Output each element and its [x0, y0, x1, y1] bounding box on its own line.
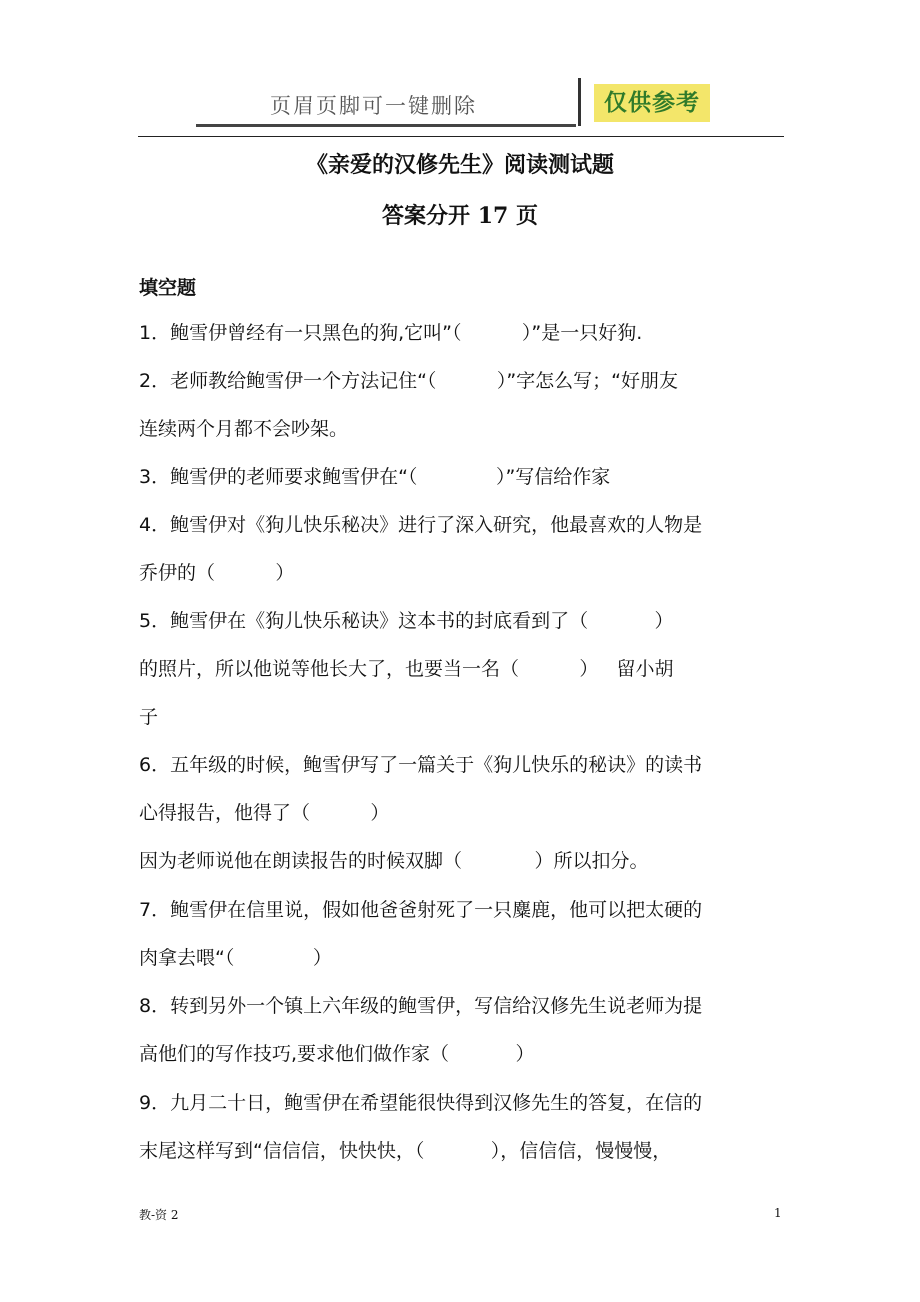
header-rule	[138, 136, 784, 137]
question-line: 5．鲍雪伊在《狗儿快乐秘诀》这本书的封底看到了（ ）	[139, 610, 674, 632]
header-banner	[196, 78, 720, 130]
header-underline	[196, 124, 576, 127]
header-divider	[578, 78, 581, 126]
footer-label: 教-资 2	[139, 1208, 179, 1222]
question-line: 肉拿去喂“（ ）	[139, 947, 332, 969]
question-line: 连续两个月都不会吵架。	[139, 418, 349, 440]
question-line: 末尾这样写到“信信信，快快快，（ ），信信信，慢慢慢，	[139, 1140, 672, 1162]
question-line: 1．鲍雪伊曾经有一只黑色的狗,它叫”（ ）”是一只好狗.	[139, 322, 643, 344]
section-heading: 填空题	[139, 277, 197, 299]
question-line: 的照片，所以他说等他长大了，也要当一名（ ） 留小胡	[139, 658, 674, 680]
question-line: 高他们的写作技巧,要求他们做作家（ ）	[139, 1043, 535, 1065]
question-line: 7．鲍雪伊在信里说，假如他爸爸射死了一只麋鹿，他可以把太硬的	[139, 899, 703, 921]
question-line: 8．转到另外一个镇上六年级的鲍雪伊，写信给汉修先生说老师为提	[139, 995, 703, 1017]
page-subtitle: 答案分开 17 页	[382, 203, 538, 229]
question-line: 因为老师说他在朗读报告的时候双脚（ ）所以扣分。	[139, 850, 649, 872]
question-line: 4．鲍雪伊对《狗儿快乐秘决》进行了深入研究，他最喜欢的人物是	[139, 514, 703, 536]
header-banner-text: 页眉页脚可一键删除	[270, 94, 477, 118]
question-line: 子	[139, 706, 159, 728]
question-line: 乔伊的（ ）	[139, 562, 295, 584]
question-line: 2．老师教给鲍雪伊一个方法记住“（ ）”字怎么写；“好朋友	[139, 370, 679, 392]
reference-only-badge: 仅供参考	[594, 84, 710, 122]
question-line: 9．九月二十日，鲍雪伊在希望能很快得到汉修先生的答复，在信的	[139, 1092, 703, 1114]
question-line: 心得报告，他得了（ ）	[139, 802, 390, 824]
page-title: 《亲爱的汉修先生》阅读测试题	[305, 152, 614, 178]
question-line: 6．五年级的时候，鲍雪伊写了一篇关于《狗儿快乐的秘诀》的读书	[139, 754, 703, 776]
question-line: 3．鲍雪伊的老师要求鲍雪伊在“（ ）”写信给作家	[139, 466, 611, 488]
page-number: 1	[774, 1206, 782, 1220]
